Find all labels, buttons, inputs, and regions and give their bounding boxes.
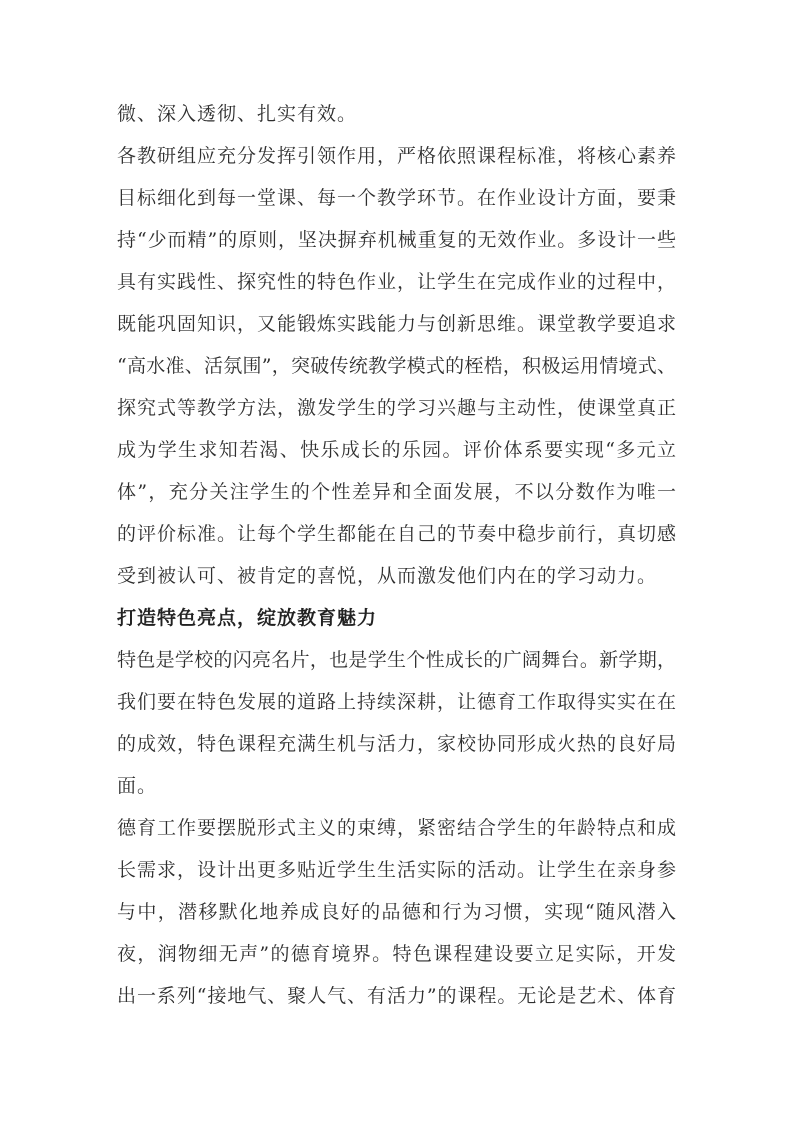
text-line: 既能巩固知识，又能锻炼实践能力与创新思维。课堂教学要追求 (117, 313, 676, 335)
text-line: 成为学生求知若渴、快乐成长的乐园。评价体系要实现“多元立 (117, 439, 676, 461)
text-line: 持“少而精”的原则，坚决摒弃机械重复的无效作业。多设计一些 (117, 229, 676, 251)
text-line: 与中，潜移默化地养成良好的品德和行为习惯，实现“随风潜入 (117, 901, 676, 923)
text-line: 出一系列“接地气、聚人气、有活力”的课程。无论是艺术、体育 (117, 985, 676, 1007)
text-line: 探究式等教学方法，激发学生的学习兴趣与主动性，使课堂真正 (117, 397, 676, 419)
text-line: 特色是学校的闪亮名片，也是学生个性成长的广阔舞台。新学期， (117, 649, 676, 671)
text-line: 长需求，设计出更多贴近学生生活实际的活动。让学生在亲身参 (117, 859, 676, 881)
text-line: 我们要在特色发展的道路上持续深耕，让德育工作取得实实在在 (117, 691, 676, 713)
document-text-block (117, 93, 676, 1017)
text-line: 受到被认可、被肯定的喜悦，从而激发他们内在的学习动力。 (117, 565, 658, 587)
text-line: 具有实践性、探究性的特色作业，让学生在完成作业的过程中， (117, 271, 676, 293)
text-line: 各教研组应充分发挥引领作用，严格依照课程标准，将核心素养 (117, 145, 676, 167)
text-line: 德育工作要摆脱形式主义的束缚，紧密结合学生的年龄特点和成 (117, 817, 676, 839)
text-line: 目标细化到每一堂课、每一个教学环节。在作业设计方面，要秉 (117, 187, 676, 209)
text-line: 夜，润物细无声”的德育境界。特色课程建设要立足实际，开发 (117, 943, 676, 965)
text-line: 的评价标准。让每个学生都能在自己的节奏中稳步前行，真切感 (117, 523, 676, 545)
text-line: 体”，充分关注学生的个性差异和全面发展，不以分数作为唯一 (117, 481, 676, 503)
text-line: “高水准、活氛围”，突破传统教学模式的桎梏，积极运用情境式、 (117, 355, 676, 377)
section-heading: 打造特色亮点，绽放教育魅力 (117, 607, 378, 629)
text-line: 微、深入透彻、扎实有效。 (117, 103, 358, 125)
text-line: 面。 (117, 775, 158, 797)
text-line: 的成效，特色课程充满生机与活力，家校协同形成火热的良好局 (117, 733, 676, 755)
